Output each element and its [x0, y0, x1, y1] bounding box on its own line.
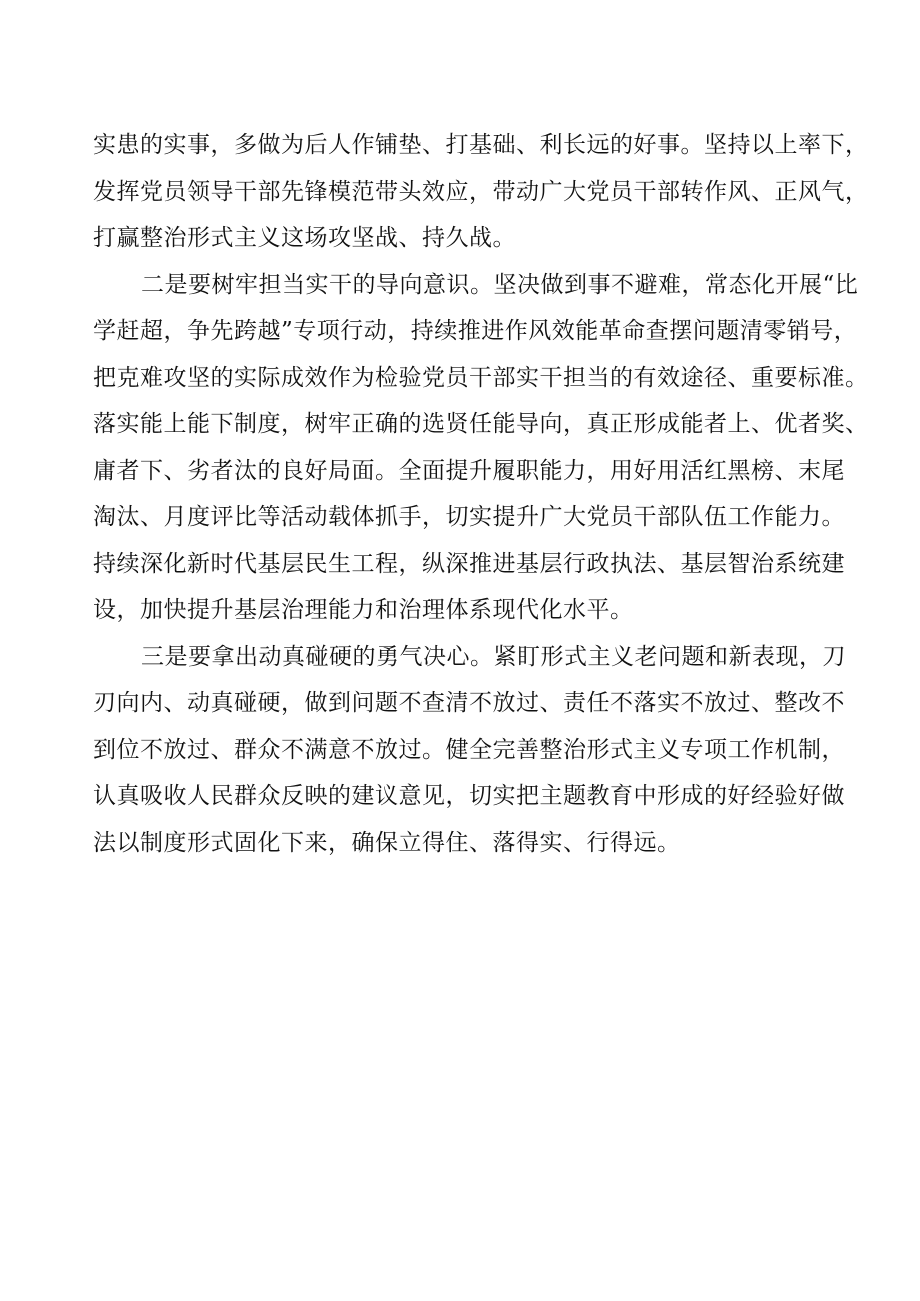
text-line: 刃向内、动真碰硬，做到问题不查清不放过、责任不落实不放过、整改不 [93, 690, 845, 716]
text-line: 落实能上能下制度，树牢正确的选贤任能导向，真正形成能者上、优者奖、 [93, 411, 869, 437]
text-line: 认真吸收人民群众反映的建议意见，切实把主题教育中形成的好经验好做 [93, 783, 845, 809]
text-line: 庸者下、劣者汰的良好局面。全面提升履职能力，用好用活红黑榜、末尾 [93, 457, 845, 484]
text-line: 学赶超，争先跨越”专项行动，持续推进作风效能革命查摆问题清零销号， [93, 318, 858, 344]
text-line: 法以制度形式固化下来，确保立得住、落得实、行得远。 [93, 829, 681, 856]
paragraph-2 [93, 262, 869, 634]
text-line: 设，加快提升基层治理能力和治理体系现代化水平。 [93, 597, 634, 623]
text-line: 持续深化新时代基层民生工程，纵深推进基层行政执法、基层智治系统建 [93, 550, 845, 577]
paragraph-1 [93, 122, 869, 262]
document-body [93, 122, 869, 866]
paragraph-3 [93, 634, 846, 867]
text-line: 把克难攻坚的实际成效作为检验党员干部实干担当的有效途径、重要标准。 [93, 364, 869, 391]
text-line: 发挥党员领导干部先锋模范带头效应，带动广大党员干部转作风、正风气， [93, 178, 869, 205]
text-line: 到位不放过、群众不满意不放过。健全完善整治形式主义专项工作机制， [93, 736, 845, 763]
text-line: 实患的实事，多做为后人作铺垫、打基础、利长远的好事。坚持以上率下， [93, 132, 869, 158]
text-line: 打赢整治形式主义这场攻坚战、持久战。 [93, 225, 516, 251]
text-line: 三是要拿出动真碰硬的勇气决心。紧盯形式主义老问题和新表现，刀 [141, 643, 846, 670]
text-line: 淘汰、月度评比等活动载体抓手，切实提升广大党员干部队伍工作能力。 [93, 504, 845, 530]
text-line: 二是要树牢担当实干的导向意识。坚决做到事不避难，常态化开展“比 [141, 271, 859, 298]
